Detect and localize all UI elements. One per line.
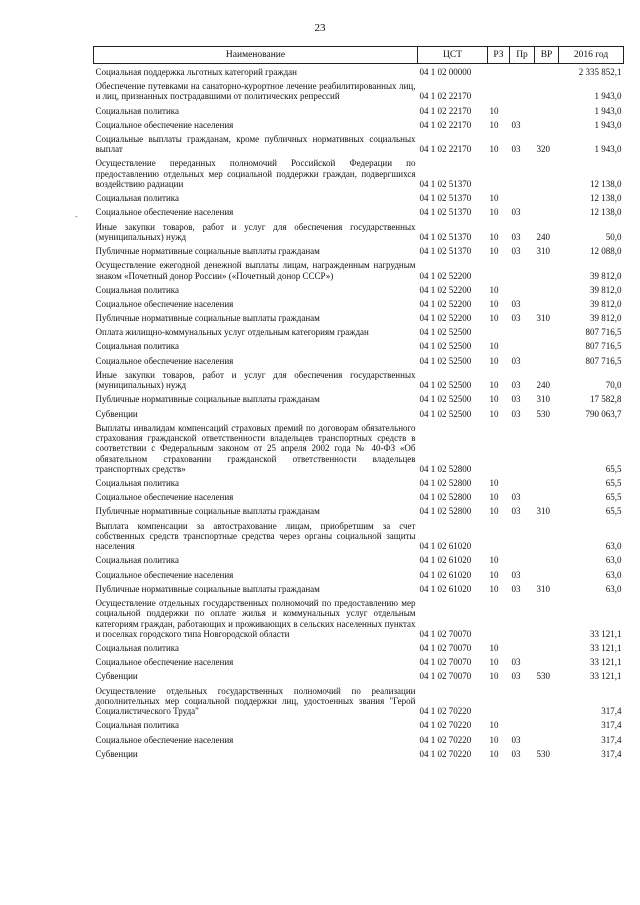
cell-cst: 04 1 02 52200 <box>419 298 472 309</box>
cell-rz: 10 <box>489 720 499 731</box>
cell-vr <box>535 732 559 746</box>
cell-pr <box>510 78 535 102</box>
cell-cst: 04 1 02 52200 <box>419 284 472 295</box>
cell-cst: 04 1 02 70070 <box>419 643 472 654</box>
cell-name: Социальная политика <box>95 478 179 489</box>
cell-pr: 03 <box>511 583 521 594</box>
cell-sum: 317,4 <box>601 720 622 731</box>
cell-vr: 530 <box>536 748 550 759</box>
cell-cst: 04 1 02 70220 <box>419 748 472 759</box>
cell-vr: 310 <box>536 583 550 594</box>
cell-rz: 10 <box>489 555 499 566</box>
cell-cst: 04 1 02 52800 <box>419 478 472 489</box>
cell-name: Социальная политика <box>95 341 179 352</box>
cell-rz <box>488 683 510 718</box>
cell-rz: 10 <box>489 478 499 489</box>
cell-rz: 10 <box>489 657 499 668</box>
cell-cst: 04 1 02 70070 <box>419 628 472 639</box>
cell-name: Субвенции <box>95 748 138 759</box>
cell-name: Социальная политика <box>95 555 179 566</box>
cell-cst: 04 1 02 70220 <box>419 720 472 731</box>
cell-cst: 04 1 02 70070 <box>419 671 472 682</box>
cell-cst: 04 1 02 00000 <box>419 66 472 77</box>
cell-rz <box>488 595 510 640</box>
table-row <box>94 324 624 338</box>
cell-cst: 04 1 02 22170 <box>419 119 472 130</box>
cell-pr <box>510 282 535 296</box>
table-row <box>94 117 624 131</box>
cell-pr: 03 <box>511 144 521 155</box>
cell-name: Социальное обеспечение населения <box>95 569 234 580</box>
table-row <box>94 654 624 668</box>
cell-cst: 04 1 02 22170 <box>419 91 472 102</box>
cell-pr <box>510 257 535 281</box>
cell-pr: 03 <box>511 734 521 745</box>
table-row <box>94 504 624 518</box>
cell-pr: 03 <box>511 408 521 419</box>
cell-name: Социальная поддержка льготных категорий граждан <box>95 66 297 77</box>
cell-rz: 10 <box>489 231 499 242</box>
cell-sum: 33 121,1 <box>590 628 622 639</box>
cell-rz: 10 <box>489 643 499 654</box>
cell-rz: 10 <box>489 105 499 116</box>
cell-vr: 530 <box>536 408 550 419</box>
cell-name: Осуществление ежегодной денежной выплаты лицам, награжденным нагрудным знаком «Почетный донор России» («Почетный донор СССР») <box>95 260 416 281</box>
cell-rz: 10 <box>489 313 499 324</box>
cell-vr <box>535 324 559 338</box>
cell-pr: 03 <box>511 506 521 517</box>
cell-sum: 17 582,8 <box>590 394 622 405</box>
cell-vr: 530 <box>536 671 550 682</box>
cell-rz: 10 <box>489 671 499 682</box>
cell-sum: 12 088,0 <box>590 246 622 257</box>
table-row <box>94 640 624 654</box>
cell-rz: 10 <box>489 298 499 309</box>
cell-name: Социальные выплаты гражданам, кроме публичных нормативных социальных выплат <box>95 133 416 155</box>
cell-vr: 240 <box>536 231 550 242</box>
cell-name: Осуществление отдельных государственных полномочий по предоставлению мер социальной поддержки по оплате жилья и коммунальных услуг отдельным категориям граждан, работающих и проживающих в сельских населенных пунктах и поселках городского типа Новгородской области <box>95 598 416 639</box>
cell-name: Социальная политика <box>95 193 179 204</box>
cell-vr: 310 <box>536 313 550 324</box>
cell-name: Обеспечение путевками на санаторно-курортное лечение реабилитированных лиц, и лиц, признанных пострадавшими от политических репрессий <box>95 81 416 102</box>
cell-sum: 12 138,0 <box>590 207 622 218</box>
cell-sum: 65,5 <box>605 506 622 517</box>
table-row <box>94 553 624 567</box>
cell-vr <box>535 567 559 581</box>
cell-rz: 10 <box>489 408 499 419</box>
cell-cst: 04 1 02 70220 <box>419 734 472 745</box>
cell-sum: 12 138,0 <box>590 193 622 204</box>
cell-pr <box>510 64 535 79</box>
cell-name: Социальное обеспечение населения <box>95 492 234 503</box>
cell-rz: 10 <box>489 734 499 745</box>
table-row <box>94 746 624 760</box>
cell-cst: 04 1 02 51370 <box>419 246 472 257</box>
cell-pr <box>510 103 535 117</box>
table-row <box>94 718 624 732</box>
cell-vr <box>535 553 559 567</box>
table-row <box>94 131 624 155</box>
cell-pr: 03 <box>511 380 521 391</box>
table-row <box>94 282 624 296</box>
cell-cst: 04 1 02 52200 <box>419 313 472 324</box>
cell-pr <box>510 553 535 567</box>
cell-sum: 807 716,5 <box>585 341 622 352</box>
table-row <box>94 257 624 281</box>
cell-rz <box>488 64 510 79</box>
cell-cst: 04 1 02 51370 <box>419 207 472 218</box>
cell-cst: 04 1 02 52500 <box>419 408 472 419</box>
cell-pr <box>510 595 535 640</box>
cell-pr: 03 <box>511 313 521 324</box>
cell-pr <box>510 420 535 475</box>
cell-pr: 03 <box>511 207 521 218</box>
cell-sum: 33 121,1 <box>590 643 622 654</box>
cell-sum: 65,5 <box>605 478 622 489</box>
table-row <box>94 420 624 475</box>
cell-rz: 10 <box>489 207 499 218</box>
cell-name: Иные закупки товаров, работ и услуг для обеспечения государственных (муниципальных) нужд <box>95 369 416 391</box>
table-row <box>94 581 624 595</box>
cell-pr <box>510 156 535 191</box>
cell-cst: 04 1 02 61020 <box>419 541 472 552</box>
table-row <box>94 391 624 405</box>
cell-sum: 1 943,0 <box>594 91 622 102</box>
cell-rz <box>488 324 510 338</box>
cell-cst: 04 1 02 52800 <box>419 463 472 474</box>
cell-cst: 04 1 02 70220 <box>419 706 472 717</box>
table-row <box>94 243 624 257</box>
cell-vr <box>535 683 559 718</box>
cell-sum: 807 716,5 <box>585 355 622 366</box>
cell-name: Публичные нормативные социальные выплаты гражданам <box>95 246 320 257</box>
table-row <box>94 489 624 503</box>
cell-pr: 03 <box>511 492 521 503</box>
cell-rz <box>488 156 510 191</box>
cell-vr <box>535 64 559 79</box>
cell-sum: 317,4 <box>601 706 622 717</box>
cell-pr: 03 <box>511 298 521 309</box>
cell-sum: 39 812,0 <box>590 298 622 309</box>
cell-pr <box>510 518 535 553</box>
cell-pr <box>510 190 535 204</box>
cell-pr: 03 <box>511 569 521 580</box>
cell-cst: 04 1 02 51370 <box>419 231 472 242</box>
cell-sum: 317,4 <box>601 734 622 745</box>
cell-vr <box>535 718 559 732</box>
cell-vr <box>535 190 559 204</box>
cell-rz: 10 <box>489 492 499 503</box>
cell-sum: 807 716,5 <box>585 327 622 338</box>
cell-rz: 10 <box>489 583 499 594</box>
cell-pr: 03 <box>511 246 521 257</box>
cell-name: Социальное обеспечение населения <box>95 657 234 668</box>
cell-cst: 04 1 02 70070 <box>419 657 472 668</box>
cell-cst: 04 1 02 52800 <box>419 492 472 503</box>
cell-rz <box>488 78 510 102</box>
cell-vr <box>535 353 559 367</box>
cell-sum: 12 138,0 <box>590 179 622 190</box>
cell-rz <box>488 420 510 475</box>
cell-rz: 10 <box>489 119 499 130</box>
cell-rz: 10 <box>489 284 499 295</box>
cell-cst: 04 1 02 52500 <box>419 341 472 352</box>
cell-cst: 04 1 02 52500 <box>419 380 472 391</box>
cell-rz: 10 <box>489 193 499 204</box>
cell-vr <box>535 282 559 296</box>
cell-name: Социальная политика <box>95 643 179 654</box>
cell-cst: 04 1 02 52500 <box>419 394 472 405</box>
table-row <box>94 190 624 204</box>
cell-cst: 04 1 02 52200 <box>419 270 472 281</box>
table-row <box>94 732 624 746</box>
table-row <box>94 475 624 489</box>
cell-rz: 10 <box>489 144 499 155</box>
cell-vr <box>535 420 559 475</box>
cell-sum: 1 943,0 <box>594 105 622 116</box>
cell-name: Осуществление отдельных государственных полномочий по реализации дополнительных мер социальной поддержки лиц, удостоенных звания "Герой Социалистического Труда" <box>95 685 416 717</box>
cell-name: Публичные нормативные социальные выплаты гражданам <box>95 506 320 517</box>
cell-pr <box>510 475 535 489</box>
cell-vr: 310 <box>536 394 550 405</box>
cell-pr <box>510 640 535 654</box>
cell-rz <box>488 518 510 553</box>
cell-name: Социальная политика <box>95 720 179 731</box>
cell-pr: 03 <box>511 231 521 242</box>
cell-name: Социальное обеспечение населения <box>95 734 234 745</box>
header-cst: ЦСТ <box>418 47 488 64</box>
table-row <box>94 64 624 79</box>
cell-sum: 65,5 <box>605 463 622 474</box>
cell-pr: 03 <box>511 119 521 130</box>
cell-sum: 790 063,7 <box>585 408 622 419</box>
cell-name: Социальное обеспечение населения <box>95 298 234 309</box>
cell-name: Оплата жилищно-коммунальных услуг отдельным категориям граждан <box>95 327 369 338</box>
cell-name: Социальное обеспечение населения <box>95 355 234 366</box>
cell-name: Социальная политика <box>95 284 179 295</box>
cell-vr <box>535 257 559 281</box>
cell-vr: 240 <box>536 380 550 391</box>
cell-vr <box>535 475 559 489</box>
table-row <box>94 367 624 391</box>
cell-name: Субвенции <box>95 671 138 682</box>
cell-name: Осуществление переданных полномочий Российской Федерации по предоставлению отдельных мер социальной поддержки граждан, подвергшихся воздействию радиации <box>95 158 416 190</box>
cell-pr: 03 <box>511 394 521 405</box>
cell-rz: 10 <box>489 506 499 517</box>
cell-rz: 10 <box>489 341 499 352</box>
cell-vr: 310 <box>536 506 550 517</box>
cell-pr: 03 <box>511 748 521 759</box>
cell-vr <box>535 78 559 102</box>
cell-vr <box>535 339 559 353</box>
cell-cst: 04 1 02 61020 <box>419 555 472 566</box>
cell-sum: 39 812,0 <box>590 284 622 295</box>
table-row <box>94 339 624 353</box>
cell-vr <box>535 489 559 503</box>
cell-sum: 70,0 <box>605 380 622 391</box>
cell-sum: 39 812,0 <box>590 313 622 324</box>
cell-cst: 04 1 02 61020 <box>419 569 472 580</box>
table-row <box>94 205 624 219</box>
cell-vr <box>535 103 559 117</box>
cell-rz: 10 <box>489 394 499 405</box>
table-row <box>94 78 624 102</box>
table-row <box>94 219 624 243</box>
table-header-row <box>94 47 624 64</box>
cell-sum: 317,4 <box>601 748 622 759</box>
cell-pr: 03 <box>511 671 521 682</box>
table-row <box>94 103 624 117</box>
cell-sum: 65,5 <box>605 492 622 503</box>
cell-vr <box>535 117 559 131</box>
cell-name: Субвенции <box>95 408 138 419</box>
cell-sum: 2 335 852,1 <box>578 66 622 77</box>
header-name: Наименование <box>94 47 418 64</box>
cell-rz: 10 <box>489 355 499 366</box>
header-vr: ВР <box>535 47 559 64</box>
cell-rz: 10 <box>489 246 499 257</box>
cell-name: Выплата компенсации за автострахование лицам, приобретшим за счет собственных средств транспортные средства через органы социальной защиты населения <box>95 520 416 552</box>
cell-name: Социальная политика <box>95 105 179 116</box>
cell-cst: 04 1 02 51370 <box>419 179 472 190</box>
cell-cst: 04 1 02 52800 <box>419 506 472 517</box>
cell-pr <box>510 718 535 732</box>
table-row <box>94 595 624 640</box>
cell-name: Публичные нормативные социальные выплаты гражданам <box>95 313 320 324</box>
cell-rz <box>488 257 510 281</box>
cell-name: Иные закупки товаров, работ и услуг для обеспечения государственных (муниципальных) нужд <box>95 221 416 242</box>
table-row <box>94 296 624 310</box>
budget-table <box>93 46 624 760</box>
cell-vr: 320 <box>536 144 550 155</box>
cell-sum: 1 943,0 <box>594 144 622 155</box>
table-body <box>94 64 624 761</box>
cell-sum: 33 121,1 <box>590 671 622 682</box>
cell-cst: 04 1 02 52500 <box>419 327 472 338</box>
cell-name: Социальное обеспечение населения <box>95 119 234 130</box>
cell-vr <box>535 156 559 191</box>
cell-rz: 10 <box>489 569 499 580</box>
cell-cst: 04 1 02 51370 <box>419 193 472 204</box>
table-row <box>94 406 624 420</box>
cell-vr <box>535 654 559 668</box>
header-sum: 2016 год <box>559 47 624 64</box>
cell-vr: 310 <box>536 246 550 257</box>
cell-pr: 03 <box>511 355 521 366</box>
cell-sum: 50,0 <box>605 231 622 242</box>
table-row <box>94 156 624 191</box>
cell-sum: 1 943,0 <box>594 119 622 130</box>
cell-vr <box>535 205 559 219</box>
header-rz: РЗ <box>488 47 510 64</box>
header-pr: Пр <box>510 47 535 64</box>
cell-sum: 33 121,1 <box>590 657 622 668</box>
cell-vr <box>535 296 559 310</box>
cell-sum: 63,0 <box>605 555 622 566</box>
table-row <box>94 683 624 718</box>
cell-vr <box>535 640 559 654</box>
table-row <box>94 567 624 581</box>
cell-cst: 04 1 02 22170 <box>419 144 472 155</box>
table-row <box>94 518 624 553</box>
cell-pr <box>510 683 535 718</box>
cell-sum: 39 812,0 <box>590 270 622 281</box>
table-row <box>94 353 624 367</box>
cell-name: Публичные нормативные социальные выплаты гражданам <box>95 583 320 594</box>
page-number: 23 <box>314 22 326 34</box>
cell-pr <box>510 324 535 338</box>
cell-vr <box>535 518 559 553</box>
table-row <box>94 310 624 324</box>
table-row <box>94 669 624 683</box>
margin-mark: - <box>75 212 78 221</box>
cell-name: Выплаты инвалидам компенсаций страховых премий по договорам обязательного страхования гражданской ответственности владельцев транспортных средств в соответствии с Федеральным законом от 25 апреля 2002 года № 40-ФЗ «Об обязательном страховании гражданской ответственности владельцев транспортных средств» <box>95 422 416 474</box>
cell-cst: 04 1 02 52500 <box>419 355 472 366</box>
cell-sum: 63,0 <box>605 583 622 594</box>
cell-rz: 10 <box>489 380 499 391</box>
cell-sum: 63,0 <box>605 569 622 580</box>
cell-rz: 10 <box>489 748 499 759</box>
cell-pr <box>510 339 535 353</box>
cell-vr <box>535 595 559 640</box>
cell-pr: 03 <box>511 657 521 668</box>
cell-cst: 04 1 02 61020 <box>419 583 472 594</box>
cell-name: Публичные нормативные социальные выплаты гражданам <box>95 394 320 405</box>
cell-cst: 04 1 02 22170 <box>419 105 472 116</box>
cell-name: Социальное обеспечение населения <box>95 207 234 218</box>
cell-sum: 63,0 <box>605 541 622 552</box>
